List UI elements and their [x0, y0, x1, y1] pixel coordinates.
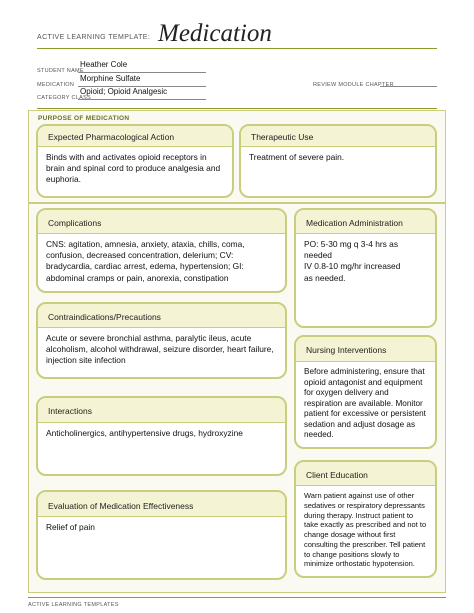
student-name-value[interactable]: Heather Cole — [80, 60, 128, 69]
complications-panel — [36, 208, 287, 293]
section-divider — [37, 108, 437, 109]
review-module-label: REVIEW MODULE CHAPTER — [313, 82, 394, 88]
interactions-title: Interactions — [38, 398, 285, 423]
nursing-title: Nursing Interventions — [296, 337, 435, 362]
education-title: Client Education — [296, 462, 435, 486]
purpose-title: PURPOSE OF MEDICATION — [38, 115, 130, 122]
template-name: Medication — [158, 20, 272, 47]
nursing-panel — [294, 335, 437, 449]
therapeutic-use-title: Therapeutic Use — [241, 126, 435, 147]
student-name-label: STUDENT NAME — [37, 68, 84, 74]
nursing-text[interactable]: Before administering, ensure that opioid antagonist and equipment for oxygen delivery and respiration are available. Monitor patient for excessive or persistent sedation and adjust dosage as needed. — [304, 367, 426, 439]
template-label: ACTIVE LEARNING TEMPLATE: — [37, 34, 151, 41]
therapeutic-use-panel — [239, 124, 437, 198]
complications-title: Complications — [38, 210, 285, 234]
category-class-value[interactable]: Opioid; Opioid Analgesic — [80, 87, 168, 96]
interactions-text[interactable]: Anticholinergics, antihypertensive drugs, hydroxyzine — [46, 428, 243, 438]
expected-action-title: Expected Pharmacological Action — [38, 126, 232, 147]
administration-line-iv: IV 0.8-10 mg/hr increased as needed. — [304, 261, 401, 283]
header-divider — [37, 48, 437, 49]
education-text[interactable]: Warn patient against use of other sedatives or respiratory depressants during therapy. Instruct patient to take exactly as prescribed and not to change dosage without first consulting the prescriber. Tell patient to change positions slowly to minimize orthostatic hypotension. — [304, 491, 427, 569]
administration-text[interactable] — [296, 234, 435, 284]
category-class-label: CATEGORY CLASS — [37, 95, 92, 101]
footer-divider — [28, 597, 446, 598]
therapeutic-use-text[interactable]: Treatment of severe pain. — [249, 152, 345, 162]
complications-text[interactable]: CNS: agitation, amnesia, anxiety, ataxia, chills, coma, confusion, decreased concentration, delerium; CV: bradycardia, cardiac arrest, edema, hypertension; GI: abdominal cramps or pain, anorexia, constipation — [46, 239, 245, 283]
category-class-line — [78, 99, 206, 100]
student-name-line — [78, 72, 206, 73]
footer-label: ACTIVE LEARNING TEMPLATES — [28, 602, 119, 608]
evaluation-title: Evaluation of Medication Effectiveness — [38, 492, 285, 517]
medication-value[interactable]: Morphine Sulfate — [80, 74, 141, 83]
evaluation-text[interactable]: Relief of pain — [46, 522, 95, 532]
contraindications-text[interactable]: Acute or severe bronchial asthma, paralytic ileus, acute alcoholism, alcohol withdrawal, seizure disorder, heart failure, injection site infection — [46, 333, 274, 366]
medication-label: MEDICATION — [37, 82, 75, 88]
evaluation-panel — [36, 490, 287, 580]
expected-action-panel — [36, 124, 234, 198]
administration-line-po: PO: 5-30 mg q 3-4 hrs as needed — [304, 239, 399, 261]
contraindications-panel — [36, 302, 287, 379]
administration-panel — [294, 208, 437, 328]
expected-action-text[interactable]: Binds with and activates opioid receptors in brain and spinal cord to produce analgesia and euphoria. — [46, 152, 221, 185]
administration-title: Medication Administration — [296, 210, 435, 234]
interactions-panel — [36, 396, 287, 476]
contraindications-title: Contraindications/Precautions — [38, 304, 285, 328]
education-panel — [294, 460, 437, 578]
review-module-line — [380, 86, 437, 87]
